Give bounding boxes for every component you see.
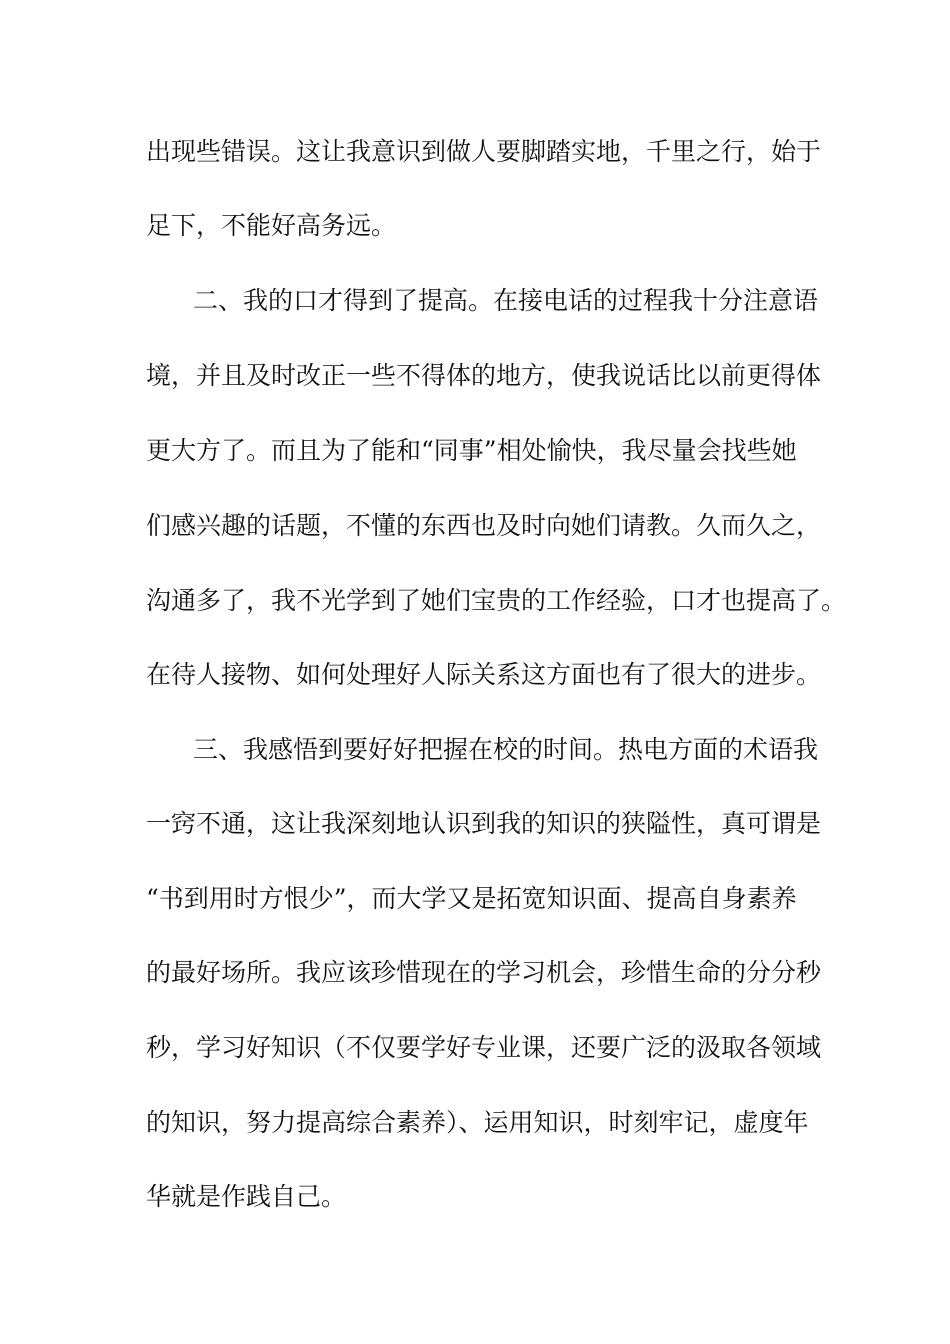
paragraph-line: 足下，不能好高务远。: [146, 211, 397, 240]
paragraph-line: 秒，学习好知识（不仅要学好专业课，还要广泛的汲取各领域: [146, 1033, 822, 1062]
paragraph-line: 更大方了。而且为了能和“同事”相处愉快，我尽量会找些她: [146, 436, 797, 465]
paragraph-line: 华就是作践自己。: [146, 1182, 347, 1211]
paragraph-line: 的最好场所。我应该珍惜现在的学习机会，珍惜生命的分分秒: [146, 958, 822, 987]
paragraph-line: 在待人接物、如何处理好人际关系这方面也有了很大的进步。: [146, 660, 822, 689]
paragraph-line: 出现些错误。这让我意识到做人要脚踏实地，千里之行，始于: [146, 137, 822, 166]
paragraph-line: 三、我感悟到要好好把握在校的时间。热电方面的术语我: [193, 735, 819, 764]
paragraph-line: 二、我的口才得到了提高。在接电话的过程我十分注意语: [193, 286, 819, 315]
paragraph-line: 们感兴趣的话题，不懂的东西也及时向她们请教。久而久之，: [146, 511, 822, 540]
paragraph-line: 的知识，努力提高综合素养）、运用知识，时刻牢记，虚度年: [146, 1108, 809, 1137]
paragraph-line: 沟通多了，我不光学到了她们宝贵的工作经验，口才也提高了。: [146, 586, 847, 615]
paragraph-line: 境，并且及时改正一些不得体的地方，使我说话比以前更得体: [146, 361, 822, 390]
paragraph-line: 一窍不通，这让我深刻地认识到我的知识的狭隘性，真可谓是: [146, 809, 822, 838]
paragraph-line: “书到用时方恨少”，而大学又是拓宽知识面、提高自身素养: [146, 884, 797, 913]
